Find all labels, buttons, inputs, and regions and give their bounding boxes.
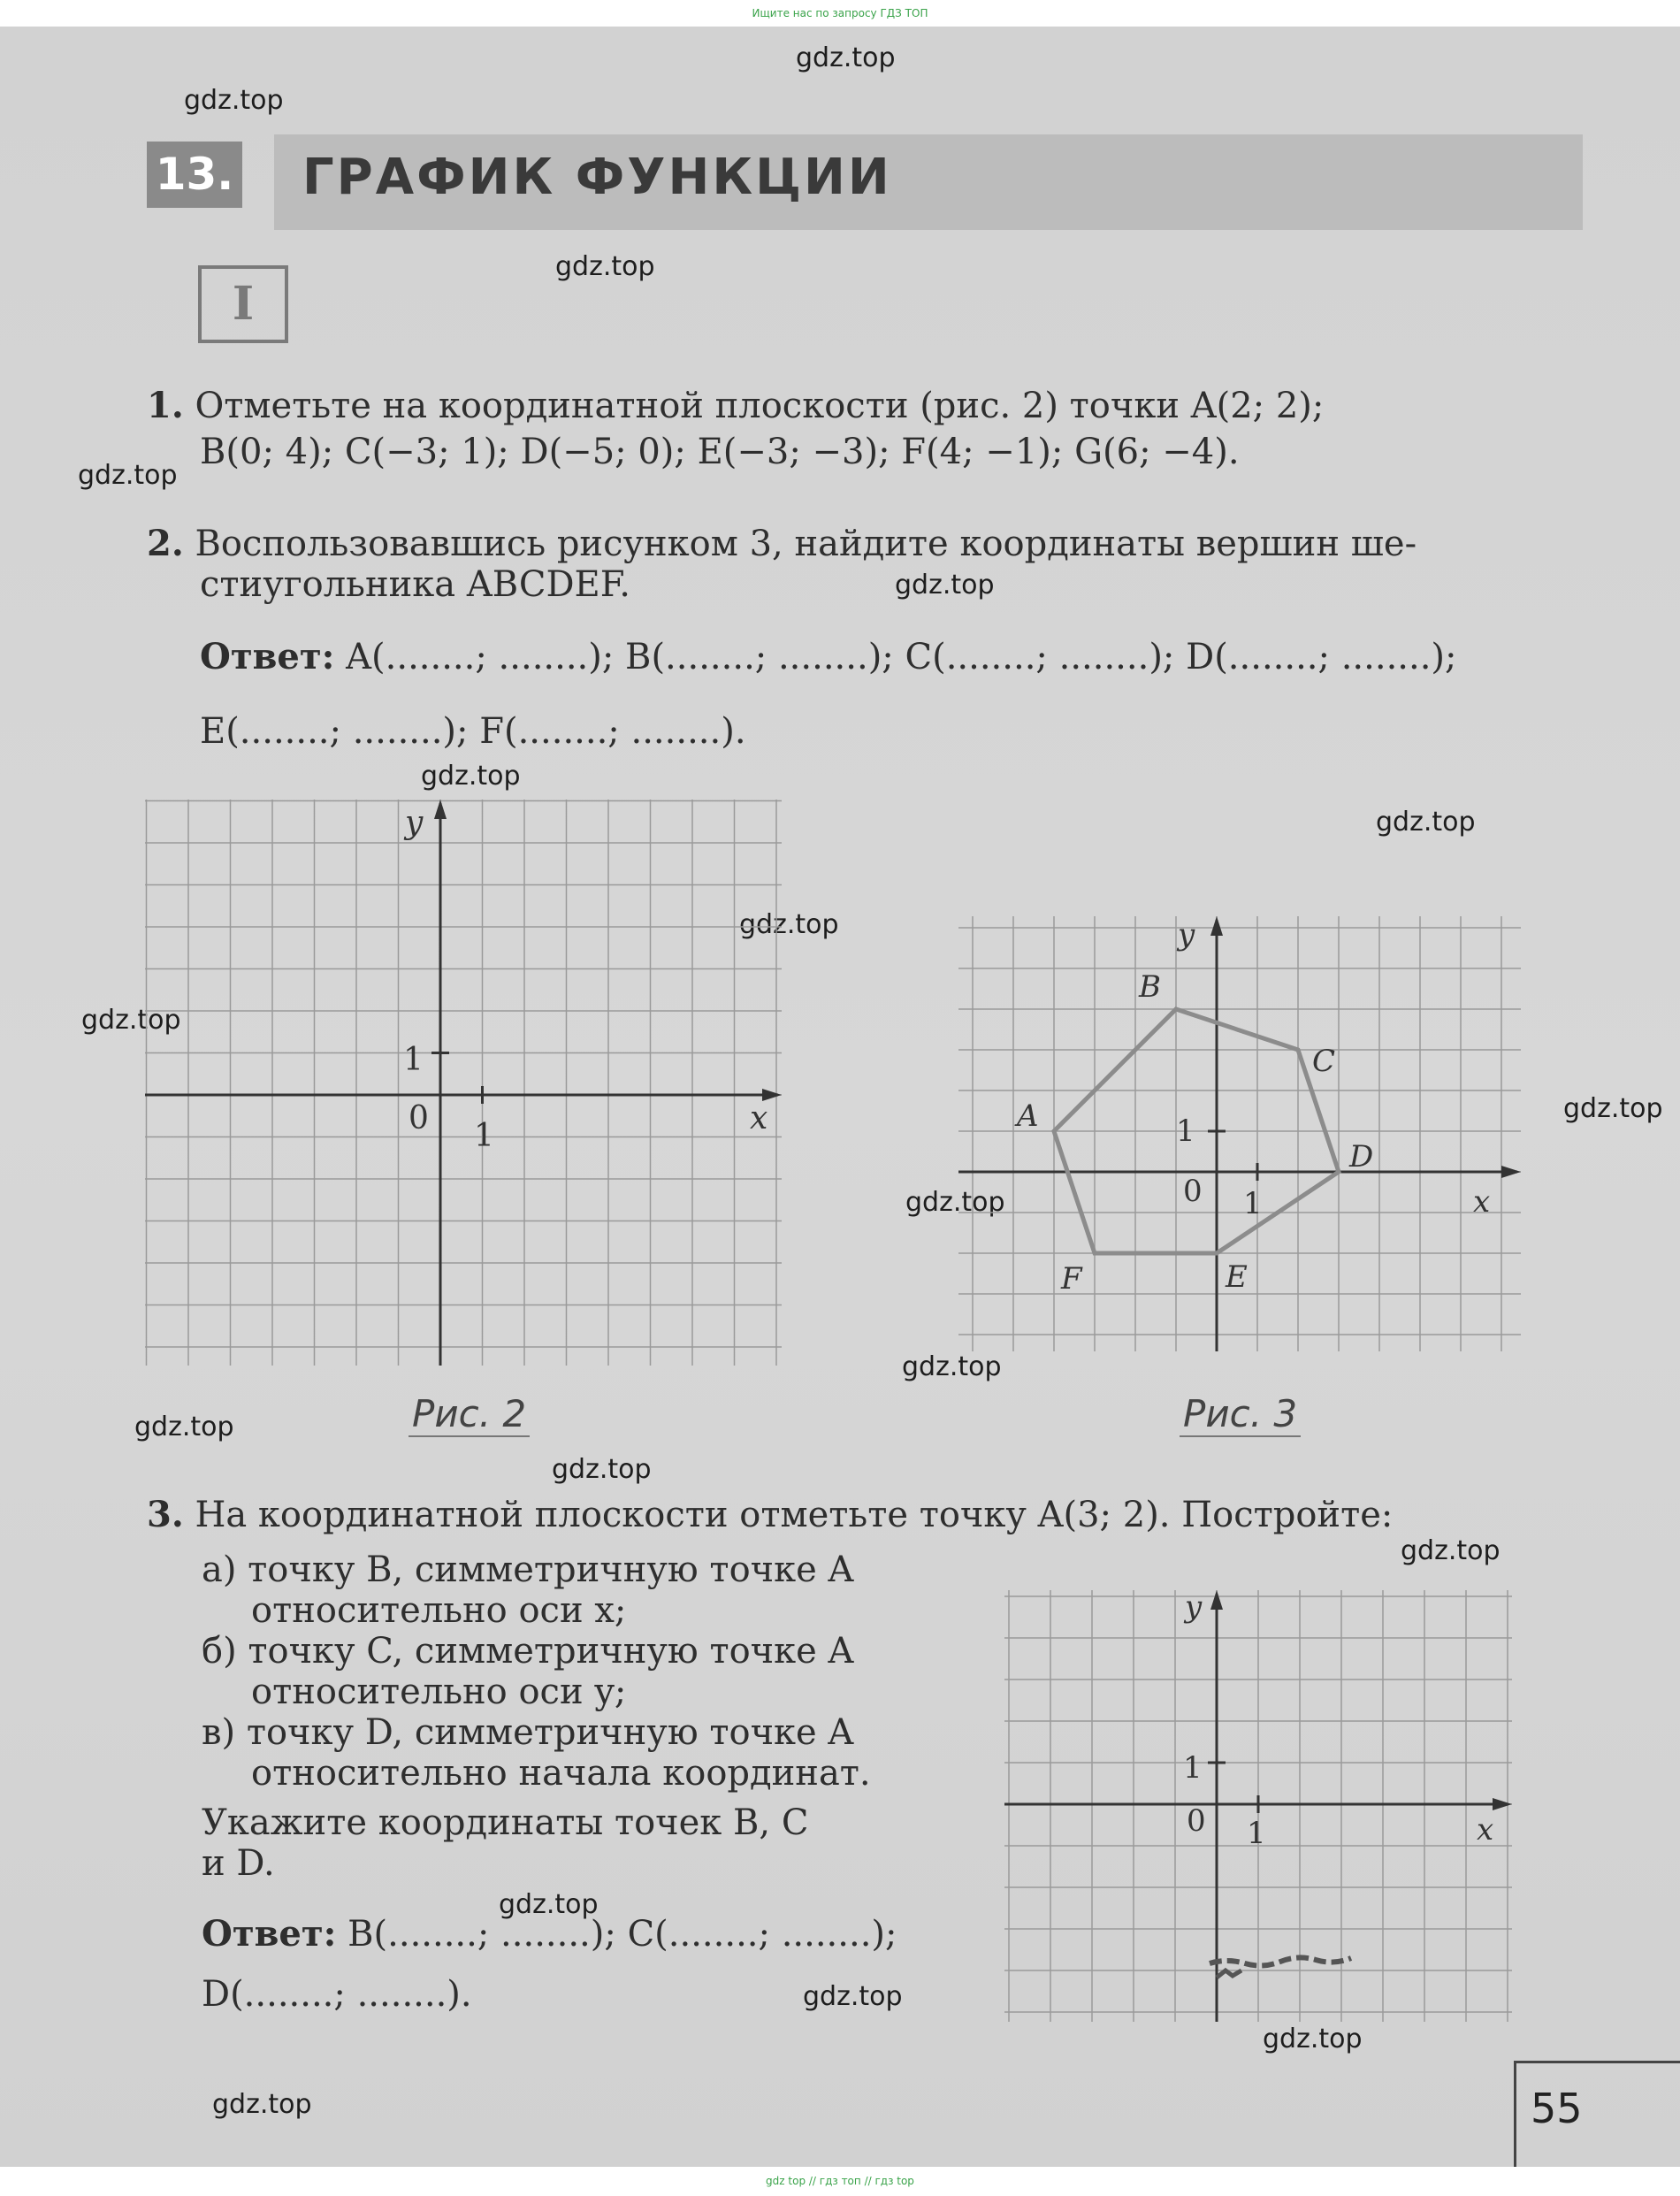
task-text: Воспользовавшись рисунком 3, найдите координаты вершин ше- xyxy=(195,524,1417,564)
x-axis-label: x xyxy=(750,1100,768,1136)
vertex-label-a: A xyxy=(1017,1098,1039,1134)
task-3-item: а) точку B, симметричную точке A xyxy=(202,1549,854,1590)
figure-3-caption: Рис. 3 xyxy=(1180,1392,1301,1437)
origin-label: 0 xyxy=(1183,1174,1203,1209)
task-3-item: относительно оси x; xyxy=(251,1590,627,1631)
watermark: gdz.top xyxy=(1401,1535,1501,1566)
watermark: gdz.top xyxy=(739,909,839,940)
origin-label: 0 xyxy=(1187,1803,1206,1839)
answer-blanks[interactable]: B(........; ........); C(........; ........); xyxy=(347,1914,897,1955)
task-1-line-2: B(0; 4); C(−3; 1); D(−5; 0); E(−3; −3); F(4; −1); G(6; −4). xyxy=(200,432,1240,472)
watermark: gdz.top xyxy=(796,42,896,73)
task-3 xyxy=(147,1493,1508,1537)
x-axis-label: x xyxy=(1477,1812,1494,1848)
watermark: gdz.top xyxy=(555,251,655,282)
y-axis-arrow xyxy=(1210,916,1223,936)
task-3-item: относительно оси y; xyxy=(251,1672,627,1712)
vertex-label-b: B xyxy=(1139,969,1161,1005)
y-axis-arrow xyxy=(434,800,447,819)
y-axis-label: y xyxy=(1178,917,1195,953)
y-axis-arrow xyxy=(1210,1590,1223,1610)
figure-task-3-grid[interactable] xyxy=(1004,1590,1512,2022)
x-axis-arrow xyxy=(1501,1166,1521,1178)
watermark: gdz.top xyxy=(184,85,284,116)
task-3-item: б) точку C, симметричную точке A xyxy=(202,1631,854,1672)
watermark: gdz.top xyxy=(421,761,521,792)
figure-2-grid[interactable] xyxy=(145,800,782,1366)
top-banner[interactable]: Ищите нас по запросу ГДЗ ТОП xyxy=(0,0,1680,27)
watermark: gdz.top xyxy=(902,1351,1002,1382)
task-2-line-2: стиугольника ABCDEF. xyxy=(200,564,630,605)
grid-lines xyxy=(145,800,782,1366)
watermark: gdz.top xyxy=(1263,2024,1363,2054)
task-2 xyxy=(147,522,1508,566)
task-2-answer-line-2[interactable]: E(........; ........); F(........; ........). xyxy=(200,711,746,752)
y-tick-label: 1 xyxy=(1183,1750,1203,1786)
vertex-label-c: C xyxy=(1312,1044,1336,1079)
watermark: gdz.top xyxy=(895,570,995,601)
watermark: gdz.top xyxy=(1376,807,1476,838)
task-3-item: в) точку D, симметричную точке A xyxy=(202,1712,854,1753)
y-axis-label: y xyxy=(405,805,424,841)
figure-2-caption: Рис. 2 xyxy=(409,1392,530,1437)
watermark: gdz.top xyxy=(1563,1093,1663,1124)
x-tick-label: 1 xyxy=(474,1118,494,1154)
vertex-label-e: E xyxy=(1226,1259,1248,1295)
task-3-ask-line-2: и D. xyxy=(202,1843,275,1884)
ink-smudge xyxy=(1210,1957,1351,1965)
vertex-label-d: D xyxy=(1349,1139,1374,1175)
answer-label: Ответ: xyxy=(200,636,335,677)
answer-blanks[interactable]: A(........; ........); B(........; ........); C(........; ........); D(........; ........); xyxy=(346,637,1457,677)
y-axis-label: y xyxy=(1185,1590,1203,1625)
watermark: gdz.top xyxy=(905,1187,1005,1218)
watermark: gdz.top xyxy=(499,1889,599,1920)
page-number: 55 xyxy=(1514,2061,1680,2175)
x-axis-arrow xyxy=(1493,1798,1512,1810)
origin-label: 0 xyxy=(409,1100,429,1136)
vertex-label-f: F xyxy=(1061,1261,1082,1297)
watermark: gdz.top xyxy=(552,1454,652,1485)
y-tick-label: 1 xyxy=(1176,1113,1195,1149)
y-tick-label: 1 xyxy=(403,1042,424,1078)
task-text: Отметьте на координатной плоскости (рис. 2) точки A(2; 2); xyxy=(195,386,1325,426)
task-3-ask: Укажите координаты точек B, C xyxy=(202,1802,809,1843)
figure-3-hexagon-chart[interactable] xyxy=(958,916,1521,1351)
task-number: 2. xyxy=(147,523,184,564)
task-3-answer xyxy=(202,1912,997,1956)
task-3-answer-line-2[interactable]: D(........; ........). xyxy=(202,1974,472,2015)
difficulty-level-badge: I xyxy=(198,265,288,343)
task-2-answer xyxy=(200,635,1526,679)
task-1 xyxy=(147,384,1508,428)
watermark: gdz.top xyxy=(134,1412,234,1442)
section-title: ГРАФИК ФУНКЦИИ xyxy=(302,149,892,206)
task-text: На координатной плоскости отметьте точку A(3; 2). Постройте: xyxy=(195,1495,1394,1535)
x-axis-arrow xyxy=(762,1089,782,1101)
x-tick-label: 1 xyxy=(1243,1186,1263,1221)
task-3-items xyxy=(202,1549,962,1884)
watermark: gdz.top xyxy=(78,460,178,491)
answer-label: Ответ: xyxy=(202,1913,337,1955)
task-number: 3. xyxy=(147,1494,184,1535)
section-number: 13. xyxy=(147,142,242,208)
task-number: 1. xyxy=(147,385,184,426)
ink-smudge xyxy=(1217,1970,1241,1978)
x-tick-label: 1 xyxy=(1247,1816,1266,1851)
bottom-banner[interactable]: gdz top // гдз топ // гдз top xyxy=(0,2167,1680,2196)
watermark: gdz.top xyxy=(81,1005,181,1036)
task-3-item: относительно начала координат. xyxy=(251,1753,871,1794)
watermark: gdz.top xyxy=(803,1981,903,2012)
watermark: gdz.top xyxy=(212,2089,312,2120)
x-axis-label: x xyxy=(1473,1184,1491,1220)
